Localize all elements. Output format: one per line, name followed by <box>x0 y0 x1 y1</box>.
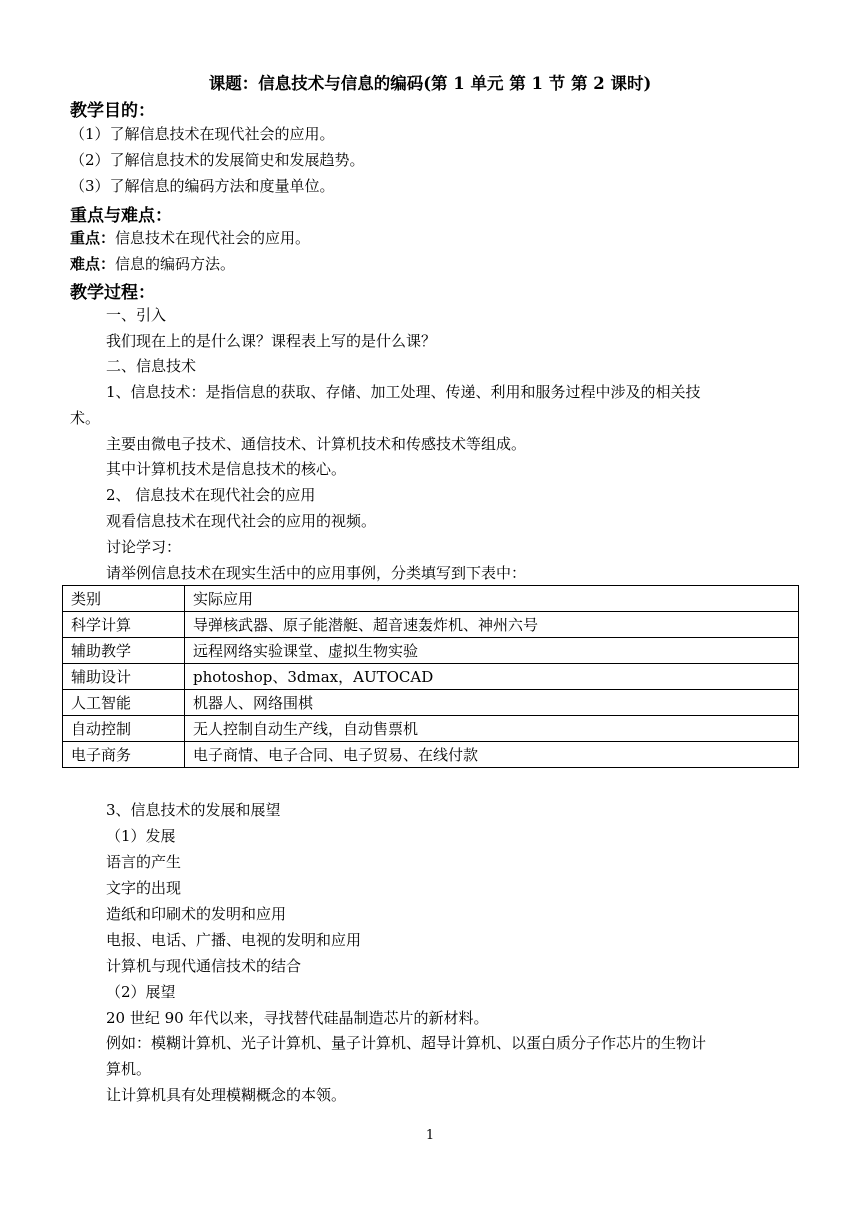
table-cell-category: 科学计算 <box>63 612 185 638</box>
table-row <box>63 742 799 768</box>
outlook-line: 例如：模糊计算机、光子计算机、量子计算机、超导计算机、以蛋白质分子作芯片的生物计 <box>106 1034 707 1052</box>
key-point <box>70 228 310 248</box>
intro-text: 我们现在上的是什么课？课程表上写的是什么课？ <box>106 332 437 350</box>
development-item: 语言的产生 <box>106 853 182 871</box>
intro-title: 一、引入 <box>106 306 167 324</box>
outlook-line: 20 世纪 90 年代以来，寻找替代硅晶制造芯片的新材料。 <box>106 1009 489 1027</box>
development-title: 3、信息技术的发展和展望 <box>106 801 281 819</box>
table-row <box>63 638 799 664</box>
application-title: 2、 信息技术在现代社会的应用 <box>106 486 316 504</box>
table-header-cell: 类别 <box>63 586 185 612</box>
table-cell-application: 机器人、网络围棋 <box>185 690 799 716</box>
discussion-label: 讨论学习： <box>106 538 182 556</box>
it-core: 其中计算机技术是信息技术的核心。 <box>106 460 347 478</box>
application-video: 观看信息技术在现代社会的应用的视频。 <box>106 512 377 530</box>
table-cell-category: 辅助教学 <box>63 638 185 664</box>
outlook-line: 算机。 <box>106 1060 152 1078</box>
it-title: 二、信息技术 <box>106 357 197 375</box>
table-cell-category: 人工智能 <box>63 690 185 716</box>
key-point-label: 重点： <box>70 229 116 247</box>
table-cell-application: 导弹核武器、原子能潜艇、超音速轰炸机、神州六号 <box>185 612 799 638</box>
page-number: 1 <box>425 1128 435 1143</box>
difficult-point <box>70 254 235 274</box>
table-header-row <box>63 586 799 612</box>
process-heading: 教学过程： <box>70 283 155 303</box>
objectives-heading: 教学目的： <box>70 101 155 121</box>
development-item: 计算机与现代通信技术的结合 <box>106 957 302 975</box>
table-row <box>63 690 799 716</box>
table-row <box>63 716 799 742</box>
table-cell-category: 自动控制 <box>63 716 185 742</box>
table-cell-application: photoshop、3dmax，AUTOCAD <box>185 664 799 690</box>
objective-item: （2）了解信息技术的发展简史和发展趋势。 <box>70 151 365 169</box>
it-definition-line1: 1、信息技术：是指信息的获取、存储、加工处理、传递、利用和服务过程中涉及的相关技 <box>106 383 701 401</box>
table-cell-application: 无人控制自动生产线，自动售票机 <box>185 716 799 742</box>
lesson-title: 课题：信息技术与信息的编码(第 1 单元 第 1 节 第 2 课时) <box>208 74 652 93</box>
outlook-label: （2）展望 <box>106 983 176 1001</box>
table-cell-application: 远程网络实验课堂、虚拟生物实验 <box>185 638 799 664</box>
development-label: （1）发展 <box>106 827 176 845</box>
table-row <box>63 612 799 638</box>
development-item: 文字的出现 <box>106 879 182 897</box>
table-header-cell: 实际应用 <box>185 586 799 612</box>
table-cell-category: 辅助设计 <box>63 664 185 690</box>
key-point-text: 信息技术在现代社会的应用。 <box>115 229 311 247</box>
table-cell-category: 电子商务 <box>63 742 185 768</box>
table-cell-application: 电子商情、电子合同、电子贸易、在线付款 <box>185 742 799 768</box>
outlook-line: 让计算机具有处理模糊概念的本领。 <box>106 1086 347 1104</box>
development-item: 电报、电话、广播、电视的发明和应用 <box>106 931 362 949</box>
development-item: 造纸和印刷术的发明和应用 <box>106 905 287 923</box>
table-intro: 请举例信息技术在现实生活中的应用事例，分类填写到下表中： <box>106 564 527 582</box>
objective-item: （3）了解信息的编码方法和度量单位。 <box>70 177 335 195</box>
application-table <box>62 585 799 768</box>
keypoints-heading: 重点与难点： <box>70 206 172 226</box>
difficult-point-text: 信息的编码方法。 <box>115 255 236 273</box>
it-composition: 主要由微电子技术、通信技术、计算机技术和传感技术等组成。 <box>106 435 527 453</box>
objective-item: （1）了解信息技术在现代社会的应用。 <box>70 125 335 143</box>
it-definition-line2: 术。 <box>70 409 101 427</box>
difficult-point-label: 难点： <box>70 255 116 273</box>
table-row <box>63 664 799 690</box>
